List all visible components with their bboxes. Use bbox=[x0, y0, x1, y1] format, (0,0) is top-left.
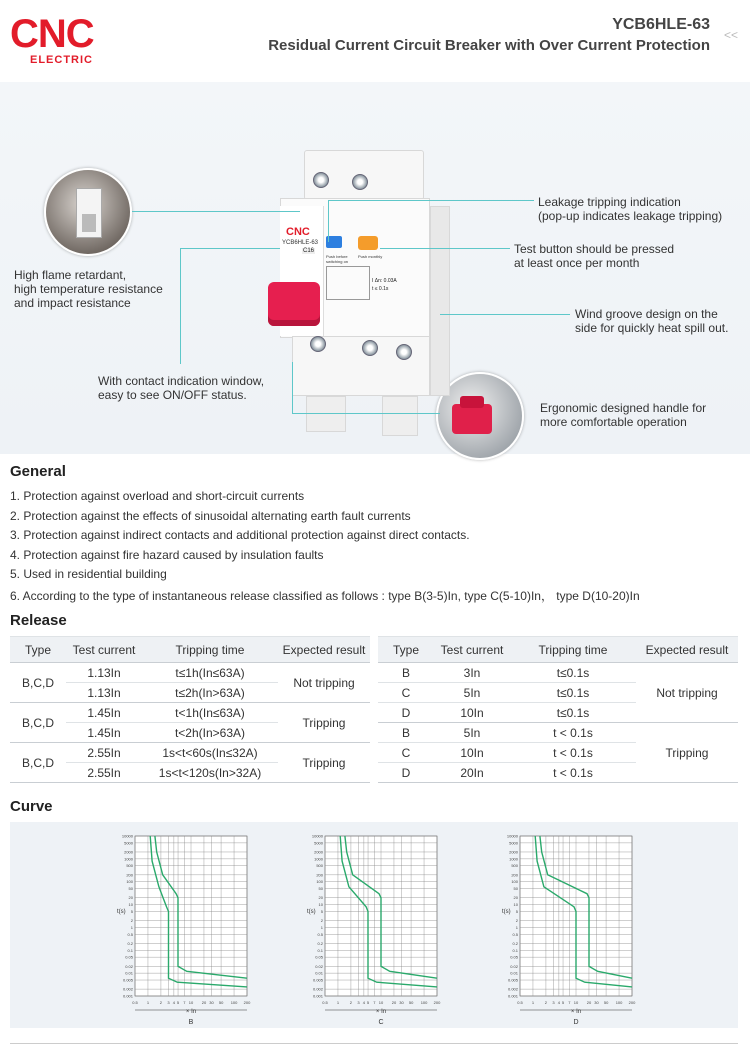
x-tick-label: 20 bbox=[586, 1000, 592, 1005]
y-tick-label: 2000 bbox=[124, 849, 133, 855]
column-header: Expected result bbox=[636, 637, 738, 663]
y-tick-label: 50 bbox=[128, 886, 133, 892]
curve-title: Curve bbox=[10, 798, 53, 815]
y-tick-label: 2000 bbox=[314, 849, 323, 855]
type-cell: D bbox=[378, 703, 434, 723]
y-tick-label: 0.05 bbox=[315, 954, 323, 960]
y-tick-label: 2000 bbox=[509, 849, 518, 855]
screw-icon bbox=[310, 336, 326, 352]
tripping-time-cell: t≤1h(In≤63A) bbox=[142, 663, 278, 683]
tripping-time-cell: t < 0.1s bbox=[510, 723, 636, 743]
y-tick-label: 0.001 bbox=[507, 993, 518, 999]
x-tick-label: 200 bbox=[628, 1000, 636, 1005]
y-tick-label: 5 bbox=[320, 908, 323, 914]
column-header: Test current bbox=[434, 637, 510, 663]
tripping-time-cell: t≤0.1s bbox=[510, 683, 636, 703]
x-tick-label: 1 bbox=[336, 1000, 340, 1005]
type-cell: B,C,D bbox=[10, 743, 66, 783]
x-tick-label: 0.5 bbox=[132, 1000, 138, 1005]
tripping-time-cell: t < 0.1s bbox=[510, 743, 636, 763]
general-list bbox=[10, 489, 640, 607]
y-tick-label: 5000 bbox=[509, 840, 518, 846]
y-tick-label: 0.02 bbox=[125, 963, 133, 969]
y-tick-label: 20 bbox=[318, 895, 323, 901]
x-tick-label: 2 bbox=[349, 1000, 353, 1005]
product-brand-label: CNC bbox=[286, 226, 310, 238]
curve-type-label: D bbox=[573, 1019, 579, 1026]
y-tick-label: 10000 bbox=[311, 833, 323, 839]
general-title: General bbox=[10, 463, 66, 480]
y-tick-label: 0.005 bbox=[312, 977, 323, 983]
y-tick-label: 200 bbox=[126, 872, 133, 878]
test-current-cell: 3In bbox=[434, 663, 510, 683]
x-tick-label: 10 bbox=[573, 1000, 579, 1005]
x-tick-label: 5 bbox=[366, 1000, 370, 1005]
x-tick-label: 4 bbox=[557, 1000, 560, 1005]
x-tick-label: 4 bbox=[172, 1000, 175, 1005]
general-item: 6. According to the type of instantaneous release classified as follows : type B(3-5)In, type C(5-10)In， type D(10-20)In bbox=[10, 588, 640, 603]
y-tick-label: 1 bbox=[130, 924, 133, 930]
test-current-cell: 20In bbox=[434, 763, 510, 783]
y-tick-label: 0.01 bbox=[510, 970, 518, 976]
table-row bbox=[10, 703, 370, 723]
screw-icon bbox=[396, 344, 412, 360]
expected-result-cell: Tripping bbox=[278, 743, 370, 783]
x-tick-label: 4 bbox=[362, 1000, 365, 1005]
test-current-cell: 2.55In bbox=[66, 763, 142, 783]
column-header: Tripping time bbox=[142, 637, 278, 663]
expected-result-cell: Tripping bbox=[278, 703, 370, 743]
tripping-time-cell: t≤2h(In>63A) bbox=[142, 683, 278, 703]
push-before-text: Push before switching on bbox=[326, 254, 349, 264]
page-header bbox=[0, 0, 750, 80]
y-tick-label: 0.05 bbox=[125, 954, 133, 960]
screw-icon bbox=[313, 172, 329, 188]
type-cell: B,C,D bbox=[10, 663, 66, 703]
column-header: Tripping time bbox=[510, 637, 636, 663]
y-tick-label: 0.2 bbox=[317, 940, 323, 946]
x-tick-label: 3 bbox=[357, 1000, 360, 1005]
screw-icon bbox=[362, 340, 378, 356]
y-tick-label: 200 bbox=[511, 872, 518, 878]
chevron-double-left-icon[interactable]: << bbox=[723, 28, 738, 42]
y-tick-label: 10 bbox=[513, 902, 518, 908]
y-tick-label: 0.001 bbox=[122, 993, 133, 999]
x-tick-label: 50 bbox=[603, 1000, 609, 1005]
y-axis-label: t(s) bbox=[502, 908, 511, 915]
tripping-time-cell: t≤0.1s bbox=[510, 663, 636, 683]
y-tick-label: 1000 bbox=[314, 856, 323, 862]
y-tick-label: 1 bbox=[320, 924, 323, 930]
x-tick-label: 5 bbox=[561, 1000, 565, 1005]
x-tick-label: 30 bbox=[594, 1000, 599, 1005]
y-tick-label: 0.02 bbox=[510, 963, 518, 969]
type-cell: B bbox=[378, 663, 434, 683]
test-button bbox=[358, 236, 378, 250]
test-current-cell: 10In bbox=[434, 703, 510, 723]
x-tick-label: 100 bbox=[420, 1000, 428, 1005]
y-tick-label: 2 bbox=[130, 918, 133, 924]
test-current-cell: 2.55In bbox=[66, 743, 142, 763]
test-current-cell: 1.13In bbox=[66, 683, 142, 703]
y-tick-label: 2 bbox=[515, 918, 518, 924]
flame-retardant-photo bbox=[44, 168, 132, 256]
release-table-right bbox=[378, 636, 738, 783]
general-item: 3. Protection against indirect contacts and additional protection against direct contacts. bbox=[10, 528, 470, 543]
expected-result-cell: Not tripping bbox=[278, 663, 370, 703]
y-tick-label: 5000 bbox=[124, 840, 133, 846]
general-item: 5. Used in residential building bbox=[10, 567, 167, 582]
table-row bbox=[10, 743, 370, 763]
y-tick-label: 5 bbox=[130, 908, 133, 914]
y-tick-label: 0.05 bbox=[510, 954, 518, 960]
column-header: Expected result bbox=[278, 637, 370, 663]
y-tick-label: 0.001 bbox=[312, 993, 323, 999]
x-tick-label: 1 bbox=[146, 1000, 150, 1005]
expected-result-cell: Tripping bbox=[636, 723, 738, 783]
x-tick-label: 2 bbox=[544, 1000, 548, 1005]
column-header: Type bbox=[10, 637, 66, 663]
tripping-time-cell: 1s<t<60s(In≤32A) bbox=[142, 743, 278, 763]
x-tick-label: 10 bbox=[378, 1000, 384, 1005]
x-tick-label: 1 bbox=[531, 1000, 535, 1005]
general-item: 1. Protection against overload and short-circuit currents bbox=[10, 489, 305, 503]
y-tick-label: 20 bbox=[513, 895, 518, 901]
y-tick-label: 0.002 bbox=[507, 986, 518, 992]
type-cell: C bbox=[378, 683, 434, 703]
x-axis-label: × In bbox=[185, 1009, 197, 1015]
y-tick-label: 100 bbox=[126, 879, 133, 885]
x-tick-label: 7 bbox=[568, 1000, 571, 1005]
callout-contact-window: With contact indication window, easy to see ON/OFF status. bbox=[98, 374, 265, 402]
callout-leakage-indication: Leakage tripping indication (pop-up indicates leakage tripping) bbox=[538, 195, 723, 223]
expected-result-cell: Not tripping bbox=[636, 663, 738, 723]
x-tick-label: 3 bbox=[552, 1000, 555, 1005]
x-tick-label: 5 bbox=[176, 1000, 180, 1005]
push-monthly-text: Push monthly bbox=[358, 254, 383, 259]
x-tick-label: 50 bbox=[408, 1000, 414, 1005]
y-tick-label: 200 bbox=[316, 872, 323, 878]
x-tick-label: 2 bbox=[159, 1000, 163, 1005]
x-axis-label: × In bbox=[375, 1009, 387, 1015]
y-tick-label: 0.5 bbox=[127, 931, 133, 937]
callout-ergonomic-handle: Ergonomic designed handle for more comfortable operation bbox=[540, 401, 707, 429]
x-tick-label: 100 bbox=[615, 1000, 623, 1005]
y-tick-label: 0.01 bbox=[125, 970, 133, 976]
y-tick-label: 20 bbox=[128, 895, 133, 901]
test-current-cell: 1.13In bbox=[66, 663, 142, 683]
table-header-row bbox=[378, 637, 738, 663]
test-current-cell: 10In bbox=[434, 743, 510, 763]
x-tick-label: 50 bbox=[218, 1000, 224, 1005]
brand-subtitle: ELECTRIC bbox=[30, 54, 93, 66]
trip-curves-chart bbox=[10, 822, 738, 1028]
spec-current-text: I Δn: 0.03A bbox=[372, 278, 397, 284]
x-tick-label: 0.5 bbox=[517, 1000, 523, 1005]
tripping-time-cell: t < 0.1s bbox=[510, 763, 636, 783]
column-header: Test current bbox=[66, 637, 142, 663]
curve-panel bbox=[10, 822, 738, 1028]
y-tick-label: 1000 bbox=[124, 856, 133, 862]
y-tick-label: 10000 bbox=[121, 833, 133, 839]
y-tick-label: 0.002 bbox=[312, 986, 323, 992]
x-tick-label: 30 bbox=[209, 1000, 214, 1005]
y-tick-label: 0.2 bbox=[512, 940, 518, 946]
x-tick-label: 7 bbox=[183, 1000, 186, 1005]
y-tick-label: 5 bbox=[515, 908, 518, 914]
test-current-cell: 5In bbox=[434, 723, 510, 743]
table-row bbox=[378, 663, 738, 683]
y-tick-label: 50 bbox=[318, 886, 323, 892]
y-tick-label: 1 bbox=[515, 924, 518, 930]
x-axis-label: × In bbox=[570, 1009, 582, 1015]
x-tick-label: 20 bbox=[201, 1000, 207, 1005]
curve-type-label: B bbox=[188, 1019, 194, 1026]
y-tick-label: 0.1 bbox=[512, 947, 518, 953]
y-tick-label: 100 bbox=[316, 879, 323, 885]
product-code: YCB6HLE-63 bbox=[612, 16, 710, 33]
test-current-cell: 5In bbox=[434, 683, 510, 703]
y-tick-label: 0.002 bbox=[122, 986, 133, 992]
x-tick-label: 3 bbox=[167, 1000, 170, 1005]
release-title: Release bbox=[10, 612, 67, 629]
x-tick-label: 100 bbox=[230, 1000, 238, 1005]
y-tick-label: 0.02 bbox=[315, 963, 323, 969]
y-tick-label: 0.005 bbox=[507, 977, 518, 983]
y-tick-label: 0.01 bbox=[315, 970, 323, 976]
page-divider bbox=[10, 1043, 738, 1044]
y-tick-label: 0.1 bbox=[127, 947, 133, 953]
x-tick-label: 30 bbox=[399, 1000, 404, 1005]
y-tick-label: 1000 bbox=[509, 856, 518, 862]
y-tick-label: 100 bbox=[511, 879, 518, 885]
release-table-left bbox=[10, 636, 370, 783]
spec-time-text: t ≤ 0.1s bbox=[372, 286, 389, 292]
product-model-label: YCB6HLE-63 bbox=[282, 240, 319, 246]
y-tick-label: 500 bbox=[511, 863, 518, 869]
product-hero bbox=[0, 82, 750, 454]
tripping-time-cell: t≤0.1s bbox=[510, 703, 636, 723]
x-tick-label: 10 bbox=[188, 1000, 194, 1005]
x-tick-label: 200 bbox=[433, 1000, 441, 1005]
test-current-cell: 1.45In bbox=[66, 723, 142, 743]
y-tick-label: 500 bbox=[126, 863, 133, 869]
callout-test-button: Test button should be pressed at least once per month bbox=[514, 242, 675, 270]
type-cell: D bbox=[378, 763, 434, 783]
y-tick-label: 10 bbox=[318, 902, 323, 908]
y-tick-label: 10000 bbox=[506, 833, 518, 839]
general-item: 4. Protection against fire hazard caused by insulation faults bbox=[10, 547, 324, 562]
product-rating-label: C16 bbox=[303, 248, 315, 254]
y-tick-label: 0.1 bbox=[317, 947, 323, 953]
tripping-time-cell: t<1h(In≤63A) bbox=[142, 703, 278, 723]
y-tick-label: 10 bbox=[128, 902, 133, 908]
y-tick-label: 0.005 bbox=[122, 977, 133, 983]
x-tick-label: 7 bbox=[373, 1000, 376, 1005]
table-row bbox=[10, 663, 370, 683]
y-tick-label: 0.5 bbox=[512, 931, 518, 937]
callout-wind-groove: Wind groove design on the side for quickly heat spill out. bbox=[575, 307, 729, 335]
general-item: 2. Protection against the effects of sinusoidal alternating earth fault currents bbox=[10, 508, 411, 523]
type-cell: B bbox=[378, 723, 434, 743]
x-tick-label: 0.5 bbox=[322, 1000, 328, 1005]
y-tick-label: 0.5 bbox=[317, 931, 323, 937]
tripping-time-cell: 1s<t<120s(In>32A) bbox=[142, 763, 278, 783]
x-tick-label: 20 bbox=[391, 1000, 397, 1005]
breaker-handle bbox=[268, 282, 320, 326]
type-cell: C bbox=[378, 743, 434, 763]
y-tick-label: 5000 bbox=[314, 840, 323, 846]
table-row bbox=[378, 723, 738, 743]
screw-icon bbox=[352, 174, 368, 190]
product-title: Residual Current Circuit Breaker with Over Current Protection bbox=[268, 37, 710, 54]
y-tick-label: 0.2 bbox=[127, 940, 133, 946]
column-header: Type bbox=[378, 637, 434, 663]
y-axis-label: t(s) bbox=[117, 908, 126, 915]
x-tick-label: 200 bbox=[243, 1000, 251, 1005]
table-header-row bbox=[10, 637, 370, 663]
curve-type-label: C bbox=[378, 1019, 384, 1026]
y-tick-label: 50 bbox=[513, 886, 518, 892]
test-current-cell: 1.45In bbox=[66, 703, 142, 723]
brand-logo: CNC bbox=[10, 12, 94, 56]
y-axis-label: t(s) bbox=[307, 908, 316, 915]
y-tick-label: 2 bbox=[320, 918, 323, 924]
callout-flame-retardant: High flame retardant, high temperature resistance and impact resistance bbox=[14, 268, 163, 310]
type-cell: B,C,D bbox=[10, 703, 66, 743]
y-tick-label: 500 bbox=[316, 863, 323, 869]
tripping-time-cell: t<2h(In>63A) bbox=[142, 723, 278, 743]
